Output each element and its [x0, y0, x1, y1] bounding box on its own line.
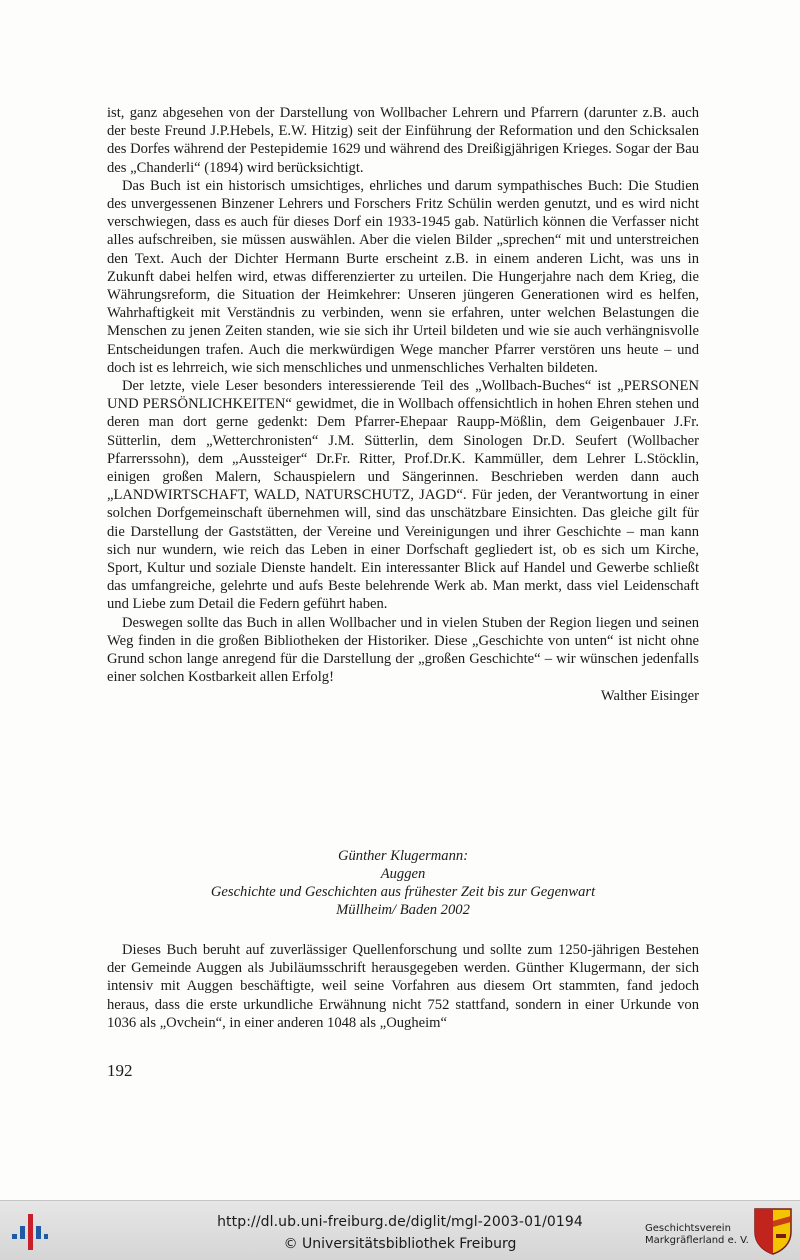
coat-of-arms-icon — [752, 1206, 794, 1256]
paragraph: Der letzte, viele Leser besonders interessierende Teil des „Wollbach-Buches“ ist „PERSONEN UND PERSÖNLICHKEITEN“ gewidmet, die in Wollbach offensichtlich in hohen Ehren stehen und deren man dort gerne gedenkt: Dem Pfarrer-Ehepaar Raupp-Mößlin, dem Geigenbauer J.Fr. Sütterlin, dem „Wetterchronisten“ J.M. Sütterlin, dem Sinologen Dr.D. Seufert (Wollbacher Pfarrerssohn), dem „Aussteiger“ Dr.Fr. Ritter, Prof.Dr.K. Kammüller, dem Lehrer L.Stöcklin, einigen großen Malern, Schauspielern und Sängerinnen. Beschrieben werden dann auch „LANDWIRTSCHAFT, WALD, NATURSCHUTZ, JAGD“. Für jeden, der Verantwortung in einer solchen Dorfgemeinschaft übernehmen will, sind das unschätzbare Einsichten. Das gleiche gilt für die Darstellung der Gaststätten, der Vereine und Vereinigungen und ihrer Geschichte – man kann sich nur wundern, wie reich das Leben in einer Dorfschaft gegliedert ist, ob es sich um Kirche, Sport, Kultur und soziale Dienste handelt. Ein interessanter Blick auf Handel und Gewerbe schließt das umfangreiche, gelehrte und aufs Beste belehrende Werk ab. Man merkt, dass viel Leidenschaft und Liebe zum Detail die Federn geführt haben. — [107, 378, 699, 613]
reviewer-signature: Walther Eisinger — [600, 687, 699, 704]
book-author: Günther Klugermann: — [337, 848, 469, 864]
book-citation — [107, 847, 699, 919]
society-name-line2: Markgräflerland e. V. — [645, 1235, 749, 1246]
book-subtitle: Geschichte und Geschichten aus frühester Zeit bis zur Gegenwart — [210, 884, 596, 900]
ub-freiburg-logo-icon[interactable] — [10, 1212, 50, 1252]
paragraph: Dieses Buch beruht auf zuverlässiger Quellenforschung und sollte zum 1250-jährigen Bestehen der Gemeinde Auggen als Jubiläumsschrift herausgegeben werden. Günther Klugermann, der sich intensiv mit Auggen beschäftigte, weil seine Vorfahren aus diesem Ort stammten, fand jedoch heraus, dass die erste urkundliche Erwähnung nicht 752 stattfand, sondern in einer Urkunde von 1036 als „Ovchein“, in einer anderen 1048 als „Ougheim“ — [107, 942, 699, 1031]
book-title: Auggen — [380, 866, 426, 882]
society-name — [645, 1223, 750, 1247]
society-name-line1: Geschichtsverein — [645, 1223, 731, 1234]
review-wollbach-text — [107, 104, 699, 705]
paragraph: Das Buch ist ein historisch umsichtiges, ehrliches und darum sympathisches Buch: Die Studien des unvergessenen Binzener Lehrers und Forschers Fritz Schülin werden genutzt, und es wird nicht verschwiegen, dass es auch für dieses Dorf ein 1933-1945 gab. Natürlich können die Verfasser nicht alles aufschreiben, sie müssen auswählen. Aber die vielen Bilder „sprechen“ mit und unterstreichen den Text. Auch der Dichter Hermann Burte erscheint z.B. in einem anderen Licht, was uns in Zukunft dabei helfen wird, etwas differenzierter zu urteilen. Die Hungerjahre nach dem Krieg, die Währungsreform, die Situation der Heimkehrer: Unseren jüngeren Generationen wird es helfen, Wahrhaftigkeit mit Verständnis zu verbinden, wenn sie erfahren, unter welchen Belastungen die Menschen zu jenen Zeiten standen, wie sie sich ihr Urteil bildeten und wie sie auch verhängnisvolle Entscheidungen trafen. Auch die merkwürdigen Wege mancher Pfarrer verstören uns heute – und doch ist es lehrreich, wie sich menschliches und unmenschliches Verhalten bildeten. — [107, 177, 699, 376]
copyright-text: © Universitätsbibliothek Freiburg — [283, 1236, 517, 1252]
paragraph: ist, ganz abgesehen von der Darstellung von Wollbacher Lehrern und Pfarrern (darunter z.B. auch der beste Freund J.P.Hebels, E.W. Hitzig) seit der Einführung der Reformation und den Schicksalen des Dorfes während der Pestepidemie 1629 und während des Dreißigjährigen Krieges. Sogar der Bau des „Chanderli“ (1894) wird berücksichtigt. — [107, 105, 699, 176]
viewer-footer — [0, 1200, 800, 1260]
paragraph: Deswegen sollte das Buch in allen Wollbacher und in vielen Stuben der Region liegen und seinen Weg finden in die großen Bibliotheken der Historiker. Diese „Geschichte von unten“ ist nicht ohne Grund schon lange anregend für die Darstellung der „großen Geschichte“ – wir wünschen jedenfalls einer solchen Kostbarkeit allen Erfolg! — [107, 614, 699, 686]
page-number: 192 — [107, 1061, 133, 1080]
document-url-link[interactable]: http://dl.ub.uni-freiburg.de/diglit/mgl-2003-01/0194 — [217, 1214, 583, 1230]
review-auggen-text — [107, 941, 699, 1032]
book-publication: Müllheim/ Baden 2002 — [336, 902, 470, 918]
